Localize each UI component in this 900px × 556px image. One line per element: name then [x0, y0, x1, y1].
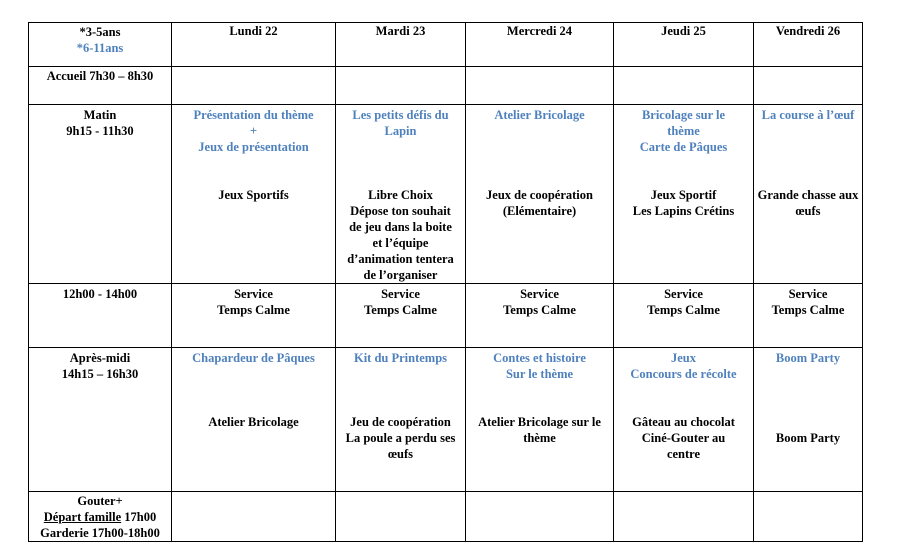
activity-3-5: Présentation du thème: [193, 108, 314, 122]
activity-6-11: Atelier Bricolage sur le: [478, 415, 601, 429]
gouter-row: [29, 492, 863, 542]
service-text: Service: [664, 287, 703, 301]
gouter-cell-friday: [754, 492, 863, 542]
accueil-label: Accueil 7h30 – 8h30: [46, 69, 154, 83]
midi-hours: 12h00 - 14h00: [62, 287, 138, 301]
activity-3-5: Concours de récolte: [630, 367, 737, 381]
gouter-time-label: [29, 492, 172, 542]
age-legend-3-5: *3-5ans: [79, 25, 121, 39]
activity-6-11: de l’organiser: [363, 268, 438, 282]
accueil-cell-friday: [754, 67, 863, 105]
day-header-tuesday: Mardi 23: [336, 23, 466, 67]
gouter-cell-wednesday: [466, 492, 614, 542]
matin-cell-friday: [754, 105, 863, 284]
apresmidi-cell-wednesday: [466, 348, 614, 492]
matin-label: Matin: [83, 108, 117, 122]
accueil-cell-monday: [172, 67, 336, 105]
activity-3-5: Atelier Bricolage: [494, 108, 585, 122]
activity-6-11: Atelier Bricolage: [208, 415, 299, 429]
matin-time-label: [29, 105, 172, 284]
day-header-thursday: Jeudi 25: [614, 23, 754, 67]
activity-6-11: Boom Party: [775, 431, 841, 445]
apresmidi-cell-thursday: [614, 348, 754, 492]
temps-calme-text: Temps Calme: [503, 303, 576, 317]
depart-famille-line: [31, 509, 169, 525]
day-header-friday: Vendredi 26: [754, 23, 863, 67]
temps-calme-text: Temps Calme: [217, 303, 290, 317]
apresmidi-cell-tuesday: [336, 348, 466, 492]
activity-schedule-table: [28, 22, 863, 542]
activity-6-11: Gâteau au chocolat: [632, 415, 735, 429]
activity-6-11: La poule a perdu ses: [345, 431, 456, 445]
activity-3-5: Jeux de présentation: [198, 140, 309, 154]
day-header-wednesday: Mercredi 24: [466, 23, 614, 67]
activity-3-5: +: [249, 124, 258, 138]
activity-6-11: et l’équipe: [372, 236, 429, 250]
temps-calme-text: Temps Calme: [364, 303, 437, 317]
activity-6-11: Jeux de coopération: [486, 188, 593, 202]
activity-3-5: Carte de Pâques: [639, 140, 728, 154]
day-header-monday: Lundi 22: [172, 23, 336, 67]
gouter-cell-monday: [172, 492, 336, 542]
gouter-cell-tuesday: [336, 492, 466, 542]
service-text: Service: [234, 287, 273, 301]
apresmidi-time-label: [29, 348, 172, 492]
accueil-cell-thursday: [614, 67, 754, 105]
apresmidi-hours: 14h15 – 16h30: [61, 367, 139, 381]
matin-cell-tuesday: [336, 105, 466, 284]
activity-6-11: Dépose ton souhait: [350, 204, 451, 218]
apresmidi-label: Après-midi: [69, 351, 131, 365]
activity-6-11: Ciné-Gouter au: [641, 431, 726, 445]
header-row: [29, 23, 863, 67]
activity-3-5: La course à l’œuf: [761, 108, 855, 122]
activity-6-11: œufs: [795, 204, 821, 218]
activity-6-11: Jeu de coopération: [350, 415, 451, 429]
apresmidi-cell-monday: [172, 348, 336, 492]
gouter-label: Gouter+: [77, 494, 123, 508]
accueil-cell-tuesday: [336, 67, 466, 105]
activity-6-11: d’animation tentera: [347, 252, 454, 266]
garderie-label: Garderie 17h00-18h00: [40, 526, 160, 540]
activity-6-11: (Elémentaire): [502, 204, 577, 218]
service-text: Service: [381, 287, 420, 301]
activity-6-11: Jeux Sportifs: [218, 188, 289, 202]
activity-3-5: thème: [667, 124, 700, 138]
activity-3-5: Kit du Printemps: [353, 351, 448, 365]
gouter-cell-thursday: [614, 492, 754, 542]
midi-cell-tuesday: [336, 284, 466, 348]
activity-6-11: de jeu dans la boite: [349, 220, 452, 234]
accueil-cell-wednesday: [466, 67, 614, 105]
midi-cell-thursday: [614, 284, 754, 348]
matin-cell-thursday: [614, 105, 754, 284]
activity-6-11: Libre Choix: [368, 188, 433, 202]
activity-6-11: Les Lapins Crétins: [632, 204, 735, 218]
midi-cell-monday: [172, 284, 336, 348]
age-legend-cell: [29, 23, 172, 67]
activity-3-5: Bricolage sur le: [641, 108, 726, 122]
activity-3-5: Boom Party: [775, 351, 841, 365]
midi-time-label: [29, 284, 172, 348]
service-text: Service: [788, 287, 828, 301]
age-legend-6-11: *6-11ans: [76, 41, 124, 55]
depart-famille-time: 17h00: [121, 510, 157, 524]
activity-3-5: Sur le thème: [505, 367, 574, 381]
activity-3-5: Jeux: [671, 351, 696, 365]
activity-6-11: centre: [666, 447, 701, 461]
accueil-time-label: [29, 67, 172, 105]
matin-row: [29, 105, 863, 284]
activity-6-11: Jeux Sportif: [650, 188, 717, 202]
temps-calme-text: Temps Calme: [647, 303, 720, 317]
accueil-row: [29, 67, 863, 105]
activity-6-11: Grande chasse aux: [757, 188, 859, 202]
midi-cell-wednesday: [466, 284, 614, 348]
midi-cell-friday: [754, 284, 863, 348]
service-text: Service: [520, 287, 559, 301]
activity-3-5: Les petits défis du: [352, 108, 449, 122]
apresmidi-row: [29, 348, 863, 492]
activity-3-5: Contes et histoire: [493, 351, 586, 365]
matin-cell-wednesday: [466, 105, 614, 284]
activity-3-5: Lapin: [384, 124, 417, 138]
activity-6-11: œufs: [387, 447, 413, 461]
activity-3-5: Chapardeur de Pâques: [192, 351, 315, 365]
temps-calme-text: Temps Calme: [771, 303, 845, 317]
activity-6-11: thème: [523, 431, 556, 445]
matin-cell-monday: [172, 105, 336, 284]
matin-hours: 9h15 - 11h30: [66, 124, 134, 138]
depart-famille-label: Départ famille: [43, 510, 122, 524]
apresmidi-cell-friday: [754, 348, 863, 492]
midi-row: [29, 284, 863, 348]
